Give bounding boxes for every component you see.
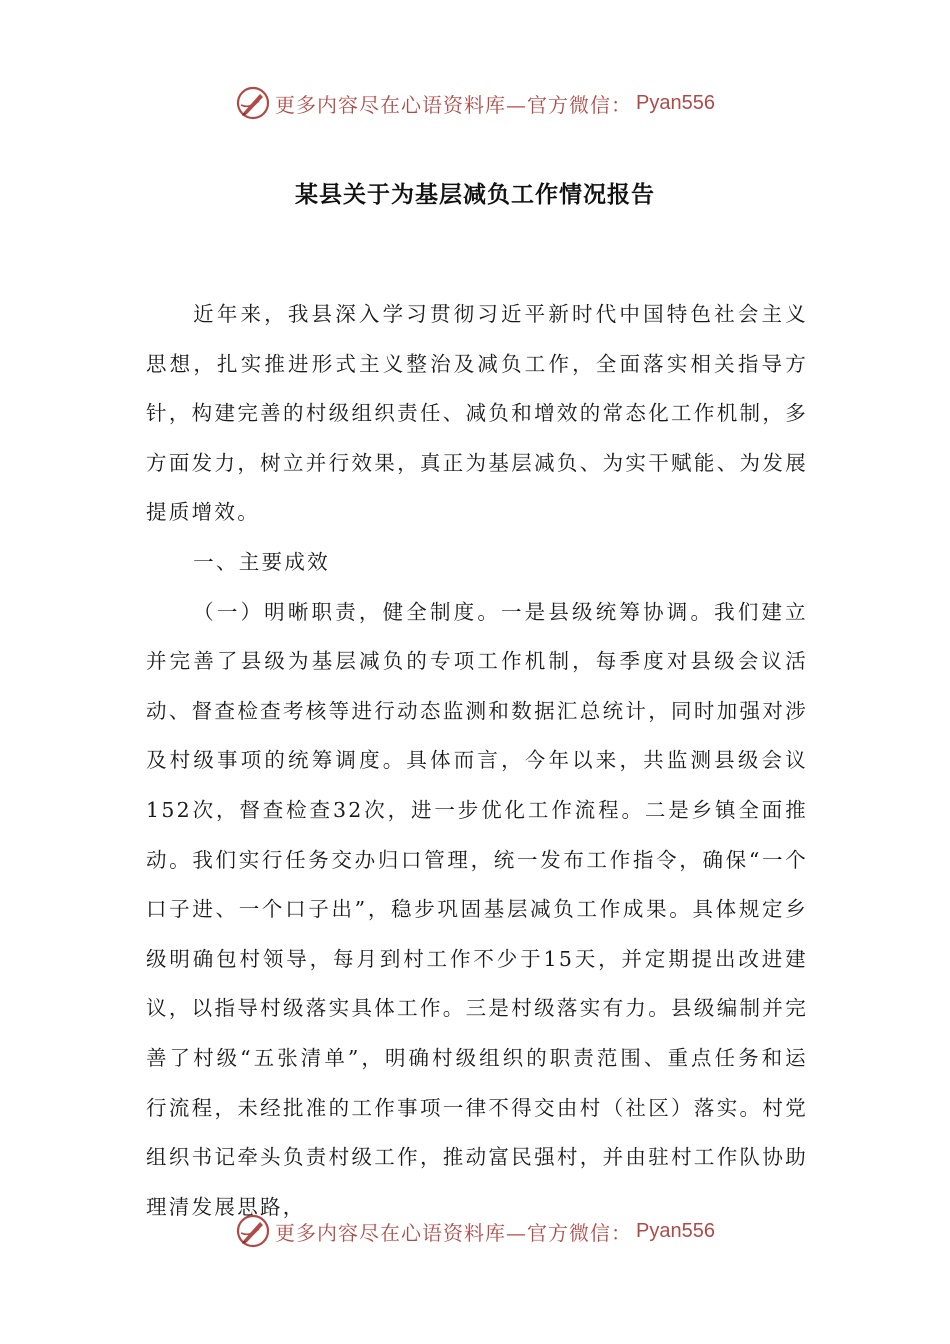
section-heading: 一、主要成效 xyxy=(193,549,330,574)
document-body xyxy=(146,290,808,1232)
watermark-wechat-id: Pyan556 xyxy=(636,1219,715,1242)
watermark-footer xyxy=(0,1208,950,1254)
pen-logo-icon xyxy=(235,85,271,121)
paragraph-section-1: （一）明晰职责，健全制度。一是县级统筹协调。我们建立并完善了县级为基层减负的专项工作机制，每季度对县级会议活动、督查检查考核等进行动态监测和数据汇总统计，同时加强对涉及村级事项的统筹调度。具体而言，今年以来，共监测县级会议152次，督查检查32次，进一步优化工作流程。二是乡镇全面推动。我们实行任务交办归口管理，统一发布工作指令，确保“一个口子进、一个口子出”，稳步巩固基层减负工作成果。具体规定乡级明确包村领导，每月到村工作不少于15天，并定期提出改进建议，以指导村级落实具体工作。三是村级落实有力。县级编制并完善了村级“五张清单”，明确村级组织的职责范围、重点任务和运行流程，未经批准的工作事项一律不得交由村（社区）落实。村党组织书记牵头负责村级工作，推动富民强村，并由驻村工作队协助理清发展思路， xyxy=(146,599,808,1219)
watermark-text: 更多内容尽在心语资料库—官方微信： xyxy=(275,92,633,117)
watermark-text: 更多内容尽在心语资料库—官方微信： xyxy=(275,1220,633,1245)
document-title: 某县关于为基层减负工作情况报告 xyxy=(295,181,655,208)
paragraph-intro: 近年来，我县深入学习贯彻习近平新时代中国特色社会主义思想，扎实推进形式主义整治及减负工作，全面落实相关指导方针，构建完善的村级组织责任、减负和增效的常态化工作机制，多方面发力，树立并行效果，真正为基层减负、为实干赋能、为发展提质增效。 xyxy=(146,302,808,525)
watermark-header xyxy=(0,80,950,126)
watermark-wechat-id: Pyan556 xyxy=(636,91,715,114)
pen-logo-icon xyxy=(235,1213,271,1249)
